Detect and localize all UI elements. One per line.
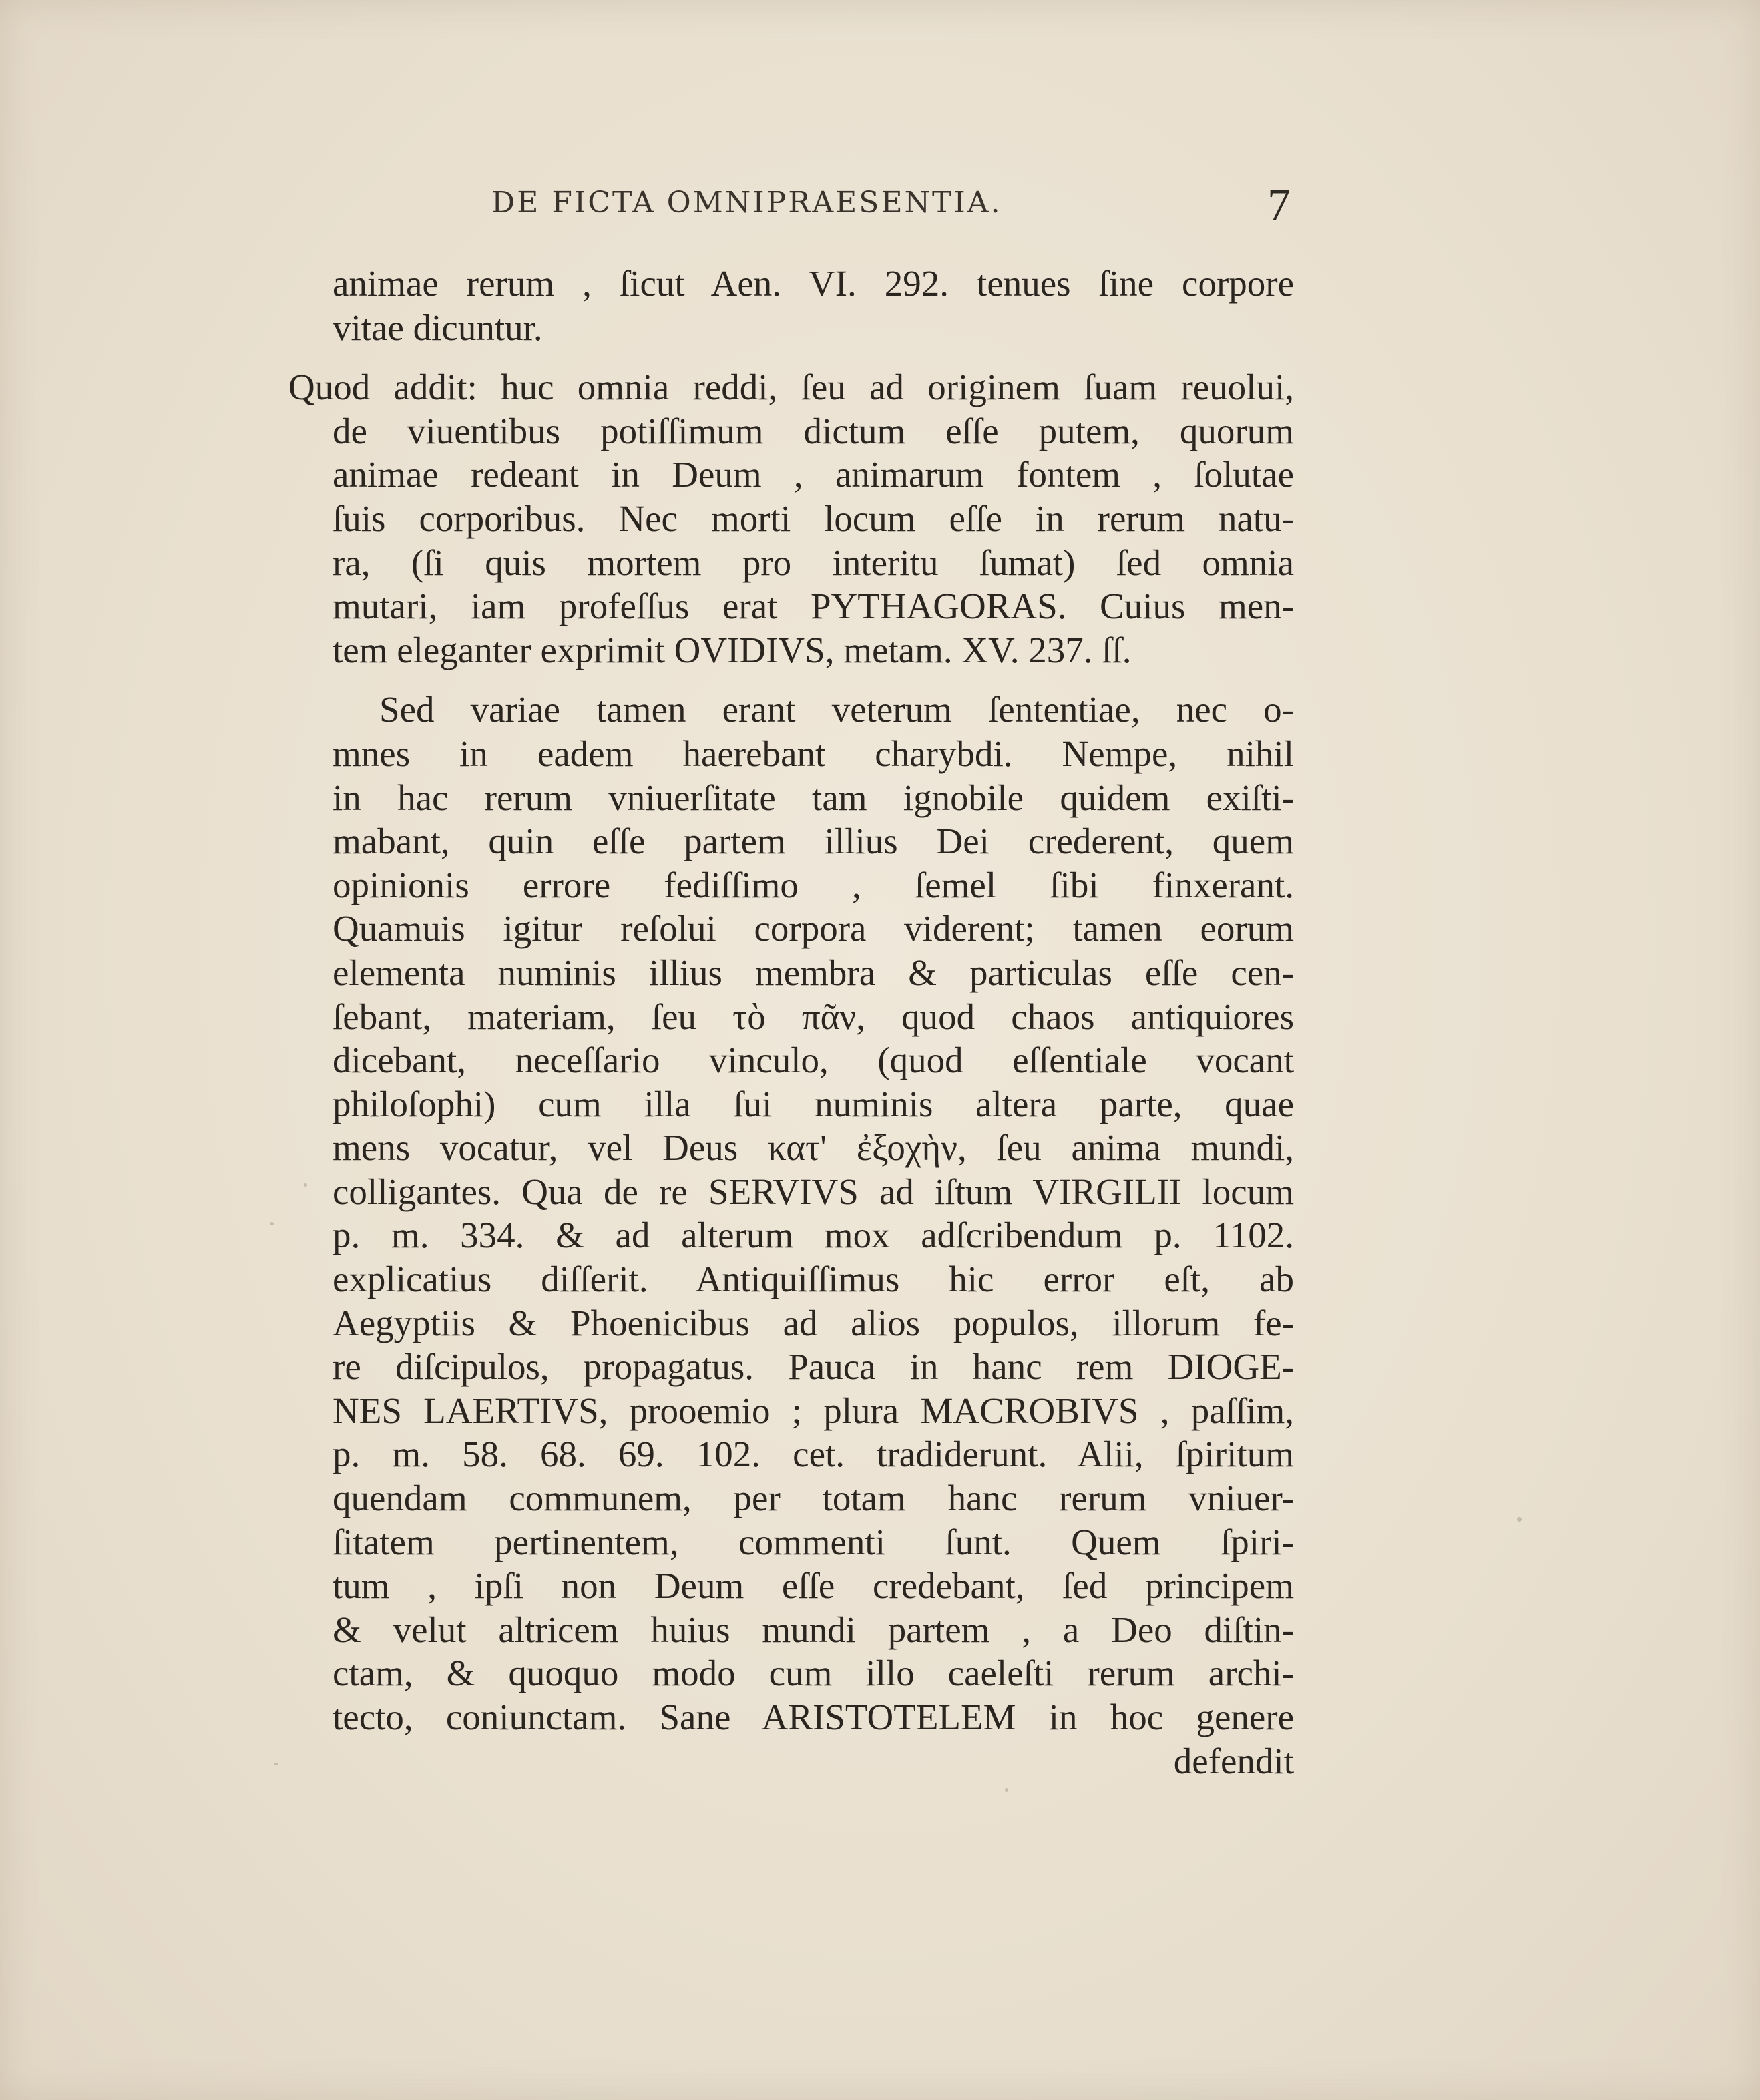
text-line: ſuis corporibus. Nec morti locum eſſe in rerum natu- — [333, 497, 1294, 539]
text-line: animae redeant in Deum , animarum fontem , ſolutae — [333, 454, 1294, 495]
text-line: tum , ipſi non Deum eſſe credebant, ſed principem — [333, 1565, 1294, 1607]
text-line: ctam, & quoquo modo cum illo caeleſti rerum archi- — [333, 1653, 1294, 1694]
text-line: Quamuis igitur reſolui corpora viderent; tamen eorum — [333, 908, 1294, 950]
text-line: NES LAERTIVS, prooemio ; plura MACROBIVS , paſſim, — [333, 1390, 1294, 1431]
text-line: ſitatem pertinentem, commenti ſunt. Quem ſpiri- — [333, 1521, 1294, 1562]
paper-spot — [1517, 1517, 1522, 1522]
text-line: mabant, quin eſſe partem illius Dei crederent, quem — [333, 821, 1294, 862]
text-line: re diſcipulos, propagatus. Pauca in hanc rem DIOGE- — [333, 1346, 1294, 1388]
paper-spot — [1005, 1788, 1008, 1792]
text-line: p. m. 58. 68. 69. 102. cet. tradiderunt. Alii, ſpiritum — [333, 1434, 1294, 1475]
running-head: DE FICTA OMNIPRAESENTIA. — [491, 186, 1002, 220]
text-line: quendam communem, per totam hanc rerum vniuer- — [333, 1478, 1294, 1519]
body-text — [288, 262, 1294, 1783]
paper-spot — [304, 1183, 307, 1187]
text-line: Sed variae tamen erant veterum ſententiae, nec o- — [379, 689, 1294, 730]
text-line: ra, (ſi quis mortem pro interitu ſumat) ſed omnia — [333, 542, 1294, 583]
text-line: mutari, iam profeſſus erat PYTHAGORAS. Cuius men- — [333, 586, 1294, 627]
page-number: 7 — [1267, 180, 1291, 231]
text-line: & velut altricem huius mundi partem , a Deo diſtin- — [333, 1609, 1294, 1650]
text-line: colligantes. Qua de re SERVIVS ad iſtum VIRGILII locum — [333, 1171, 1294, 1212]
text-line: ſebant, materiam, ſeu τὸ πᾶν, quod chaos antiquiores — [333, 996, 1294, 1037]
paper-spot — [274, 1763, 278, 1765]
text-line: philoſophi) cum illa ſui numinis altera parte, quae — [333, 1083, 1294, 1124]
text-line: tecto, coniunctam. Sane ARISTOTELEM in hoc genere — [333, 1697, 1294, 1737]
text-line: opinionis errore fediſſimo , ſemel ſibi finxerant. — [333, 864, 1294, 905]
text-line: de viuentibus potiſſimum dictum eſſe putem, quorum — [333, 410, 1294, 451]
text-line: mens vocatur, vel Deus κατ' ἐξοχὴν, ſeu anima mundi, — [333, 1127, 1294, 1169]
text-line: mnes in eadem haerebant charybdi. Nempe, nihil — [333, 732, 1294, 774]
text-line: in hac rerum vniuerſitate tam ignobile quidem exiſti- — [333, 777, 1294, 818]
paper-spot — [270, 1222, 274, 1225]
text-line: tem eleganter exprimit OVIDIVS, metam. XV. 237. ſſ. — [333, 629, 1132, 670]
text-line: p. m. 334. & ad alterum mox adſcribendum p. 1102. — [333, 1215, 1294, 1256]
text-line: Quod addit: huc omnia reddi, ſeu ad originem ſuam reuolui, — [288, 367, 1294, 408]
text-line: explicatius diſſerit. Antiquiſſimus hic error eſt, ab — [333, 1259, 1294, 1300]
text-line: Aegyptiis & Phoenicibus ad alios populos, illorum fe- — [333, 1302, 1294, 1343]
text-line: vitae dicuntur. — [333, 306, 543, 348]
text-line: elementa numinis illius membra & particulas eſſe cen- — [333, 952, 1294, 993]
catchword: defendit — [1173, 1740, 1294, 1781]
text-line: animae rerum , ſicut Aen. VI. 292. tenues ſine corpore — [333, 263, 1294, 304]
text-line: dicebant, neceſſario vinculo, (quod eſſentiale vocant — [333, 1040, 1294, 1081]
